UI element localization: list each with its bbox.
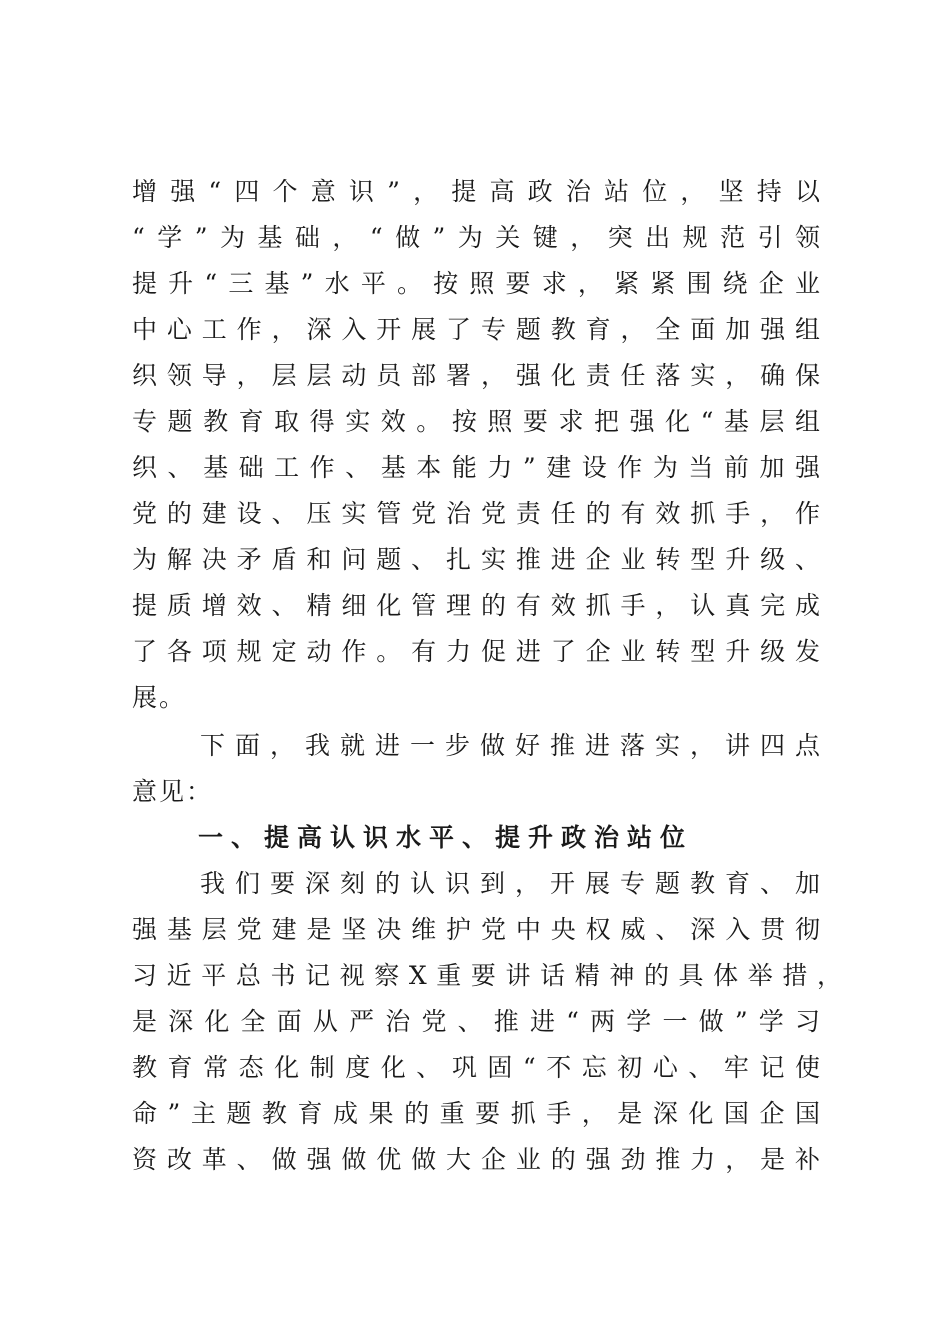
paragraph-3-line-4: 是深化全面从严治党、推进“两学一做”学习	[132, 1007, 822, 1036]
paragraph-3-line-1: 我们要深刻的认识到，开展专题教育、加	[200, 869, 822, 898]
paragraph-3-line-3: 习近平总书记视察X重要讲话精神的具体举措，	[132, 961, 844, 990]
paragraph-1-line-1: 增强“四个意识”，提高政治站位，坚持以	[132, 177, 822, 206]
paragraph-1-line-12: 展。	[132, 683, 187, 712]
paragraph-1-line-3: 提升“三基”水平。按照要求，紧紧围绕企业	[132, 269, 822, 298]
paragraph-3-line-2: 强基层党建是坚决维护党中央权威、深入贯彻	[132, 915, 822, 944]
paragraph-1-line-7: 织、基础工作、基本能力”建设作为当前加强	[132, 453, 822, 482]
paragraph-3-line-5: 教育常态化制度化、巩固“不忘初心、牢记使	[132, 1053, 822, 1082]
paragraph-1-line-5: 织领导，层层动员部署，强化责任落实，确保	[132, 361, 822, 390]
paragraph-1-line-10: 提质增效、精细化管理的有效抓手，认真完成	[132, 591, 822, 620]
paragraph-1-line-2: “学”为基础，“做”为关键，突出规范引领	[132, 223, 822, 252]
paragraph-2-line-1: 下面，我就进一步做好推进落实，讲四点	[200, 731, 822, 760]
paragraph-1-line-4: 中心工作，深入开展了专题教育，全面加强组	[132, 315, 822, 344]
paragraph-3-line-6: 命”主题教育成果的重要抓手，是深化国企国	[132, 1099, 822, 1128]
paragraph-2-line-2: 意见：	[132, 777, 214, 806]
paragraph-1-line-11: 了各项规定动作。有力促进了企业转型升级发	[132, 637, 822, 666]
paragraph-1-line-6: 专题教育取得实效。按照要求把强化“基层组	[132, 407, 822, 436]
paragraph-3-line-7: 资改革、做强做优做大企业的强劲推力，是补	[132, 1145, 822, 1174]
section-heading-1: 一、提高认识水平、提升政治站位	[198, 823, 694, 852]
paragraph-1-line-9: 为解决矛盾和问题、扎实推进企业转型升级、	[132, 545, 822, 574]
paragraph-1-line-8: 党的建设、压实管党治党责任的有效抓手，作	[132, 499, 822, 528]
